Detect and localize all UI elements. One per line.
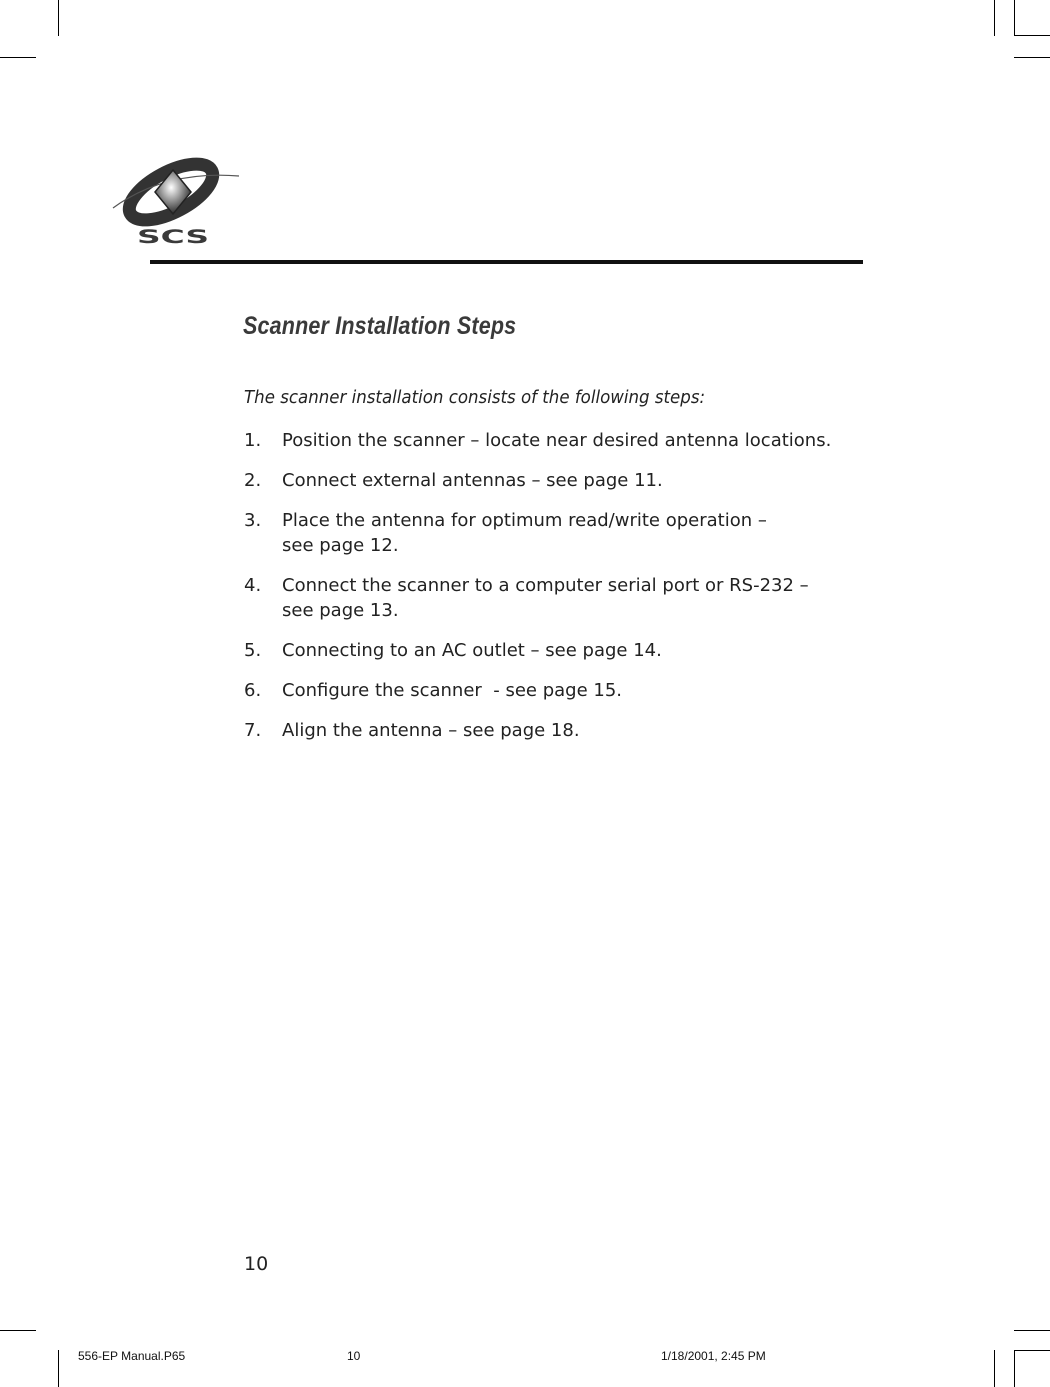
list-item (244, 678, 842, 703)
scs-logo (105, 152, 245, 252)
footer-timestamp: 1/18/2001, 2:45 PM (661, 1349, 766, 1363)
footer-filename: 556-EP Manual.P65 (78, 1349, 186, 1363)
header-rule (150, 260, 863, 264)
step-number: 6. (244, 680, 262, 701)
intro-text: The scanner installation consists of the following steps: (244, 388, 706, 408)
list-item (244, 573, 842, 623)
step-text: Place the antenna for optimum read/write operation – (282, 510, 767, 531)
list-item (244, 468, 842, 493)
step-number: 7. (244, 720, 262, 741)
crop-mark (0, 57, 36, 58)
step-text-continued: see page 12. (282, 535, 399, 556)
step-number: 5. (244, 640, 262, 661)
step-number: 1. (244, 430, 262, 451)
step-text: Position the scanner – locate near desired antenna locations. (282, 430, 832, 451)
crop-mark (58, 1350, 59, 1387)
step-number: 4. (244, 575, 262, 596)
page-number: 10 (244, 1253, 269, 1275)
crop-mark (1014, 57, 1050, 58)
crop-mark (0, 1330, 36, 1331)
footer-page: 10 (347, 1349, 361, 1363)
step-text: Connect the scanner to a computer serial port or RS-232 – (282, 575, 809, 596)
step-number: 3. (244, 510, 262, 531)
step-text: Configure the scanner - see page 15. (282, 680, 623, 701)
crop-mark (1014, 1330, 1050, 1331)
steps-list (244, 428, 842, 758)
list-item (244, 428, 842, 453)
logo-text: SCS (137, 226, 209, 248)
crop-corner (1014, 0, 1050, 36)
crop-mark (994, 0, 995, 36)
step-text: Connecting to an AC outlet – see page 14. (282, 640, 662, 661)
crop-mark (994, 1350, 995, 1387)
step-text: Connect external antennas – see page 11. (282, 470, 663, 491)
section-title: Scanner Installation Steps (243, 312, 517, 340)
step-number: 2. (244, 470, 262, 491)
crop-corner (1014, 1350, 1050, 1387)
step-text-continued: see page 13. (282, 600, 399, 621)
list-item (244, 508, 842, 558)
list-item (244, 718, 842, 743)
list-item (244, 638, 842, 663)
crop-mark (58, 0, 59, 36)
step-text: Align the antenna – see page 18. (282, 720, 580, 741)
